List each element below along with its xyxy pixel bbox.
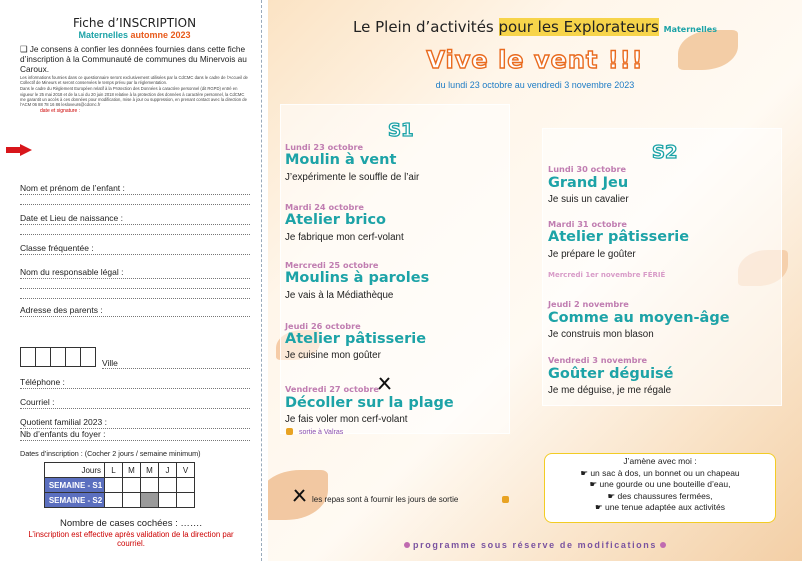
checkbox-s1-v[interactable] bbox=[177, 478, 195, 493]
day-col: M bbox=[141, 463, 159, 478]
form-title: Fiche d’INSCRIPTION bbox=[72, 16, 197, 30]
s1-activity: Moulins à paroles bbox=[285, 270, 430, 286]
checkbox-s2-v[interactable] bbox=[177, 493, 195, 508]
day-col: L bbox=[105, 463, 123, 478]
meals-note: les repas sont à fournir les jours de sortie bbox=[312, 495, 459, 504]
s2-day: Lundi 30 octobre bbox=[548, 164, 627, 174]
program-dates: du lundi 23 octobre au vendredi 3 novembre 2023 bbox=[435, 80, 635, 90]
checkbox-s1-l[interactable] bbox=[105, 478, 123, 493]
s1-label: S1 bbox=[388, 120, 414, 141]
s1-activity: Atelier brico bbox=[285, 212, 387, 228]
s2-activity: Atelier pâtisserie bbox=[548, 229, 690, 245]
s1-desc: Je vais à la Médiathèque bbox=[285, 290, 394, 301]
address-field[interactable]: Adresse des parents : bbox=[20, 305, 250, 317]
checkbox-s1-j[interactable] bbox=[159, 478, 177, 493]
phone-field[interactable]: Téléphone : bbox=[20, 377, 250, 389]
guardian-line[interactable] bbox=[20, 279, 250, 289]
cutlery-icon bbox=[378, 377, 391, 390]
header-part-1: Le Plein d’activités bbox=[353, 18, 499, 36]
dates-label: Dates d’inscription : (Cocher 2 jours / semaine minimum) bbox=[20, 449, 201, 458]
footer-note bbox=[268, 540, 802, 550]
checkbox-s1-me[interactable] bbox=[141, 478, 159, 493]
s2-day: Vendredi 3 novembre bbox=[548, 355, 648, 365]
header-maternelles: Maternelles bbox=[663, 25, 717, 34]
theme-title: Vive le vent !!! bbox=[426, 46, 644, 74]
s1-day: Mercredi 25 octobre bbox=[285, 260, 379, 270]
bus-icon bbox=[286, 428, 293, 435]
s1-desc: Je fabrique mon cerf-volant bbox=[285, 232, 404, 243]
child-name-field[interactable]: Nom et prénom de l’enfant : bbox=[20, 183, 250, 195]
postcode-boxes[interactable] bbox=[20, 347, 95, 367]
day-col: J bbox=[159, 463, 177, 478]
privacy-note-2: Dans le cadre du Règlement Européen relatif à la Protection des Données à caractère personnel (dit RGPD) entré en vigueur le 25 mai 2018 et de la Loi du 20 juin 2018 relative à la protection des données à caractère personnel, la CdCMC me garantit un accès à ces données pour modification, mise à jour ou suppression, en prenant contact avec la direction de l’ACM 06 88 78 16 86 lesloveurs@cdcmc.fr bbox=[20, 86, 247, 108]
email-field[interactable]: Courriel : bbox=[20, 397, 250, 409]
s1-day: Lundi 23 octobre bbox=[285, 142, 364, 152]
red-arrow-icon bbox=[6, 144, 32, 156]
checkbox-s2-l[interactable] bbox=[105, 493, 123, 508]
s2-desc: Je me déguise, je me régale bbox=[548, 385, 672, 396]
s1-day: Mardi 24 octobre bbox=[285, 202, 364, 212]
s1-activity: Atelier pâtisserie bbox=[285, 331, 427, 347]
bring-item: ☛ des chaussures fermées, bbox=[607, 490, 713, 501]
sortie-note: sortie à Valras bbox=[299, 429, 344, 436]
bring-item: ☛ une gourde ou une bouteille d’eau, bbox=[589, 479, 731, 489]
s1-day: Jeudi 26 octobre bbox=[285, 321, 361, 331]
s2-activity: Grand Jeu bbox=[548, 175, 629, 191]
s2-activity: Goûter déguisé bbox=[548, 366, 674, 382]
s2-label: S2 bbox=[652, 142, 678, 163]
s2-day: Mardi 31 octobre bbox=[548, 219, 627, 229]
program-panel bbox=[268, 0, 802, 561]
s1-activity: Décoller sur la plage bbox=[285, 395, 454, 411]
guardian-line-2[interactable] bbox=[20, 289, 250, 299]
validation-note: L’inscription est effective après validation de la direction par courriel. bbox=[28, 530, 234, 548]
nb-children-field[interactable]: Nb d’enfants du foyer : bbox=[20, 429, 250, 441]
footer-text: programme sous réserve de modifications bbox=[413, 540, 657, 550]
quotient-field[interactable]: Quotient familial 2023 : bbox=[20, 417, 250, 429]
week2-label: SEMAINE - S2 bbox=[45, 493, 105, 508]
bring-item: ☛ un sac à dos, un bonnet ou un chapeau bbox=[580, 467, 740, 478]
s1-desc: Je cuisine mon goûter bbox=[285, 350, 381, 361]
subtitle-maternelles: Maternelles bbox=[78, 30, 128, 40]
day-col: M bbox=[123, 463, 141, 478]
class-field[interactable]: Classe fréquentée : bbox=[20, 243, 250, 255]
bring-title: J’amène avec moi : bbox=[623, 456, 697, 466]
day-col: V bbox=[177, 463, 195, 478]
checked-count: Nombre de cases cochées : ……. bbox=[59, 518, 203, 529]
s2-activity: Comme au moyen-âge bbox=[548, 310, 730, 326]
days-table bbox=[44, 462, 195, 508]
checkbox-s2-j[interactable] bbox=[159, 493, 177, 508]
days-header: Jours bbox=[45, 463, 105, 478]
header-highlight: pour les Explorateurs bbox=[498, 18, 659, 36]
s1-desc: Je fais voler mon cerf-volant bbox=[285, 414, 408, 425]
s1-activity: Moulin à vent bbox=[285, 152, 397, 168]
program-header bbox=[268, 18, 802, 36]
city-field[interactable]: Ville bbox=[102, 358, 250, 369]
s1-day: Vendredi 27 octobre bbox=[285, 384, 379, 394]
checkbox-s2-m[interactable] bbox=[123, 493, 141, 508]
guardian-field[interactable]: Nom du responsable légal : bbox=[20, 267, 250, 279]
checkbox-s2-me-disabled bbox=[141, 493, 159, 508]
s2-desc: Je suis un cavalier bbox=[548, 194, 629, 205]
birth-line[interactable] bbox=[20, 225, 250, 235]
subtitle-season: automne 2023 bbox=[130, 30, 191, 40]
s2-desc: Je prépare le goûter bbox=[548, 249, 636, 260]
checkbox-s1-m[interactable] bbox=[123, 478, 141, 493]
form-subtitle bbox=[20, 30, 249, 40]
bring-item: ☛ une tenue adaptée aux activités bbox=[594, 502, 726, 512]
signature-label: date et signature : bbox=[40, 108, 81, 115]
child-name-line[interactable] bbox=[20, 195, 250, 205]
week1-label: SEMAINE - S1 bbox=[45, 478, 105, 493]
bus-icon bbox=[502, 496, 509, 503]
privacy-note-1: Les informations fournies dans ce questionnaire seront exclusivement utilisées par la CdCMC dans le cadre de l’Accueil de Collectif de Mineurs et seront conservées le temps prévu par la réglementation. bbox=[20, 75, 248, 86]
s2-day: Jeudi 2 novembre bbox=[548, 299, 629, 309]
holiday-note: Mercredi 1er novembre FÉRIÉ bbox=[548, 271, 666, 279]
bring-box bbox=[544, 453, 776, 523]
registration-form bbox=[0, 0, 262, 561]
s2-desc: Je construis mon blason bbox=[548, 329, 654, 340]
consent-checkbox-text[interactable]: ❑ Je consens à confier les données fournies dans cette fiche d’inscription à la Communauté de communes du Minervois au Caroux. bbox=[20, 44, 247, 74]
s1-desc: J’expérimente le souffle de l’air bbox=[285, 172, 420, 183]
birth-field[interactable]: Date et Lieu de naissance : bbox=[20, 213, 250, 225]
cutlery-icon bbox=[293, 489, 306, 502]
